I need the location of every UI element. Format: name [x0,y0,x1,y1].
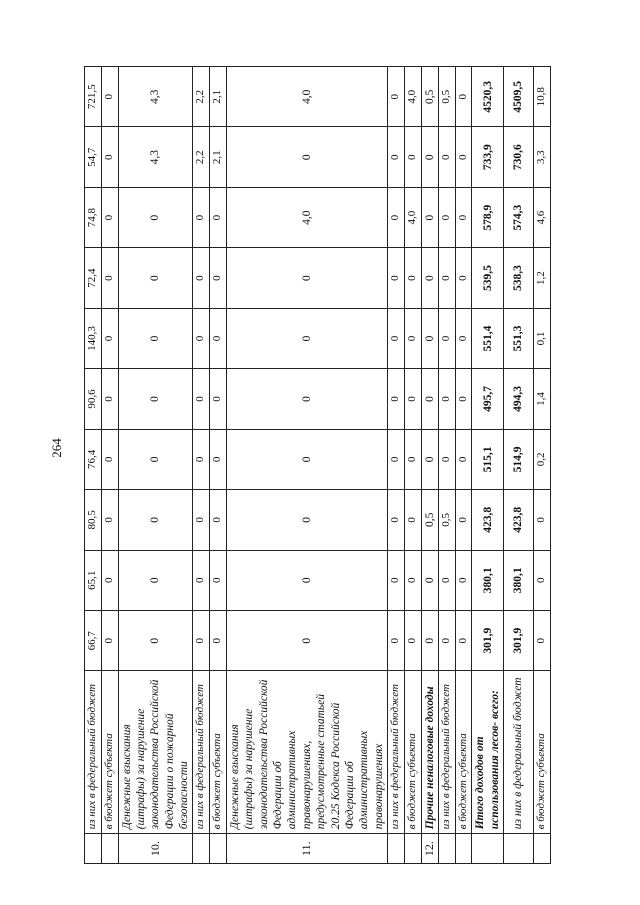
forest-revenue-table [84,66,551,864]
value-cell: 0 [118,248,193,308]
value-cell: 0 [421,308,438,368]
table-row [85,67,102,864]
row-label: в бюджет субъекта [404,671,421,834]
value-cell: 0 [534,550,551,610]
value-cell: 0 [226,127,387,187]
value-cell: 0,5 [421,67,438,127]
value-cell: 0,2 [534,429,551,489]
value-cell: 0 [438,369,455,429]
value-cell: 0 [118,490,193,550]
value-cell: 0 [226,248,387,308]
value-cell: 0 [421,248,438,308]
row-number [388,834,405,864]
value-cell: 0 [534,490,551,550]
value-cell: 0 [101,127,118,187]
value-cell: 0 [210,429,227,489]
value-cell: 0 [118,369,193,429]
value-cell: 0 [210,369,227,429]
value-cell: 72,4 [85,248,102,308]
value-cell: 0 [101,248,118,308]
value-cell: 578,9 [472,187,504,247]
table-row [455,67,472,864]
row-number [193,834,210,864]
value-cell: 0 [404,429,421,489]
value-cell: 0 [101,610,118,670]
value-cell: 0 [404,248,421,308]
row-label: Денежные взыскания (штрафы) за нарушение законодательства Российской Федерации о пожарной безопасности [118,671,193,834]
row-label: из них в федеральный бюджет [504,671,534,834]
value-cell: 65,1 [85,550,102,610]
value-cell: 0 [404,308,421,368]
value-cell: 0 [438,429,455,489]
table-row [118,67,193,864]
value-cell: 0 [421,429,438,489]
value-cell: 0 [226,369,387,429]
value-cell: 495,7 [472,369,504,429]
value-cell: 0 [455,308,472,368]
row-label: Денежные взыскания (штрафы) за нарушение законодательства Российской Федерации об административных правонарушениях, предусмотренные статьей 20.25 Кодекса Российской Федерации об административных правонарушениях [226,671,387,834]
page-number: 264 [49,438,64,458]
value-cell: 0 [388,429,405,489]
value-cell: 0 [193,610,210,670]
row-number [534,834,551,864]
value-cell: 0 [388,127,405,187]
value-cell: 0 [455,490,472,550]
value-cell: 0 [421,369,438,429]
value-cell: 74,8 [85,187,102,247]
value-cell: 574,3 [504,187,534,247]
value-cell: 0 [438,187,455,247]
value-cell: 2,1 [210,127,227,187]
value-cell: 4,0 [226,187,387,247]
row-label: в бюджет субъекта [210,671,227,834]
value-cell: 3,3 [534,127,551,187]
row-label: в бюджет субъекта [455,671,472,834]
value-cell: 0 [388,187,405,247]
value-cell: 0 [455,369,472,429]
value-cell: 380,1 [504,550,534,610]
table-row [101,67,118,864]
value-cell: 730,6 [504,127,534,187]
value-cell: 0 [101,490,118,550]
value-cell: 0,1 [534,308,551,368]
table-container [84,66,548,864]
row-number [504,834,534,864]
value-cell: 0 [438,308,455,368]
value-cell: 0 [421,610,438,670]
value-cell: 76,4 [85,429,102,489]
table-row [534,67,551,864]
value-cell: 0 [421,187,438,247]
value-cell: 0 [226,490,387,550]
row-label: из них в федеральный бюджет [438,671,455,834]
value-cell: 515,1 [472,429,504,489]
row-number: 10. [118,834,193,864]
value-cell: 0 [226,429,387,489]
value-cell: 66,7 [85,610,102,670]
value-cell: 80,5 [85,490,102,550]
row-number [404,834,421,864]
value-cell: 0 [404,610,421,670]
row-number [438,834,455,864]
value-cell: 4,0 [404,67,421,127]
table-row [504,67,534,864]
value-cell: 0 [226,308,387,368]
value-cell: 2,2 [193,67,210,127]
value-cell: 0 [193,490,210,550]
row-number [472,834,504,864]
value-cell: 0 [101,369,118,429]
value-cell: 0 [210,308,227,368]
value-cell: 0 [388,308,405,368]
value-cell: 0 [118,610,193,670]
value-cell: 0 [118,308,193,368]
value-cell: 0 [404,490,421,550]
value-cell: 0 [455,187,472,247]
value-cell: 1,2 [534,248,551,308]
value-cell: 0 [388,248,405,308]
table-row [388,67,405,864]
value-cell: 0 [388,610,405,670]
value-cell: 0 [226,610,387,670]
value-cell: 551,3 [504,308,534,368]
row-label: из них в федеральный бюджет [388,671,405,834]
value-cell: 380,1 [472,550,504,610]
value-cell: 4,0 [226,67,387,127]
row-label: из них в федеральный бюджет [85,671,102,834]
row-number: 11. [226,834,387,864]
row-number [210,834,227,864]
table-row [421,67,438,864]
value-cell: 301,9 [472,610,504,670]
value-cell: 514,9 [504,429,534,489]
value-cell: 0 [438,610,455,670]
value-cell: 0 [193,308,210,368]
value-cell: 423,8 [504,490,534,550]
value-cell: 0 [421,127,438,187]
value-cell: 2,1 [210,67,227,127]
value-cell: 0 [210,550,227,610]
value-cell: 0 [118,550,193,610]
value-cell: 0 [438,127,455,187]
value-cell: 0 [421,550,438,610]
value-cell: 0,5 [438,67,455,127]
value-cell: 0 [193,187,210,247]
value-cell: 0 [388,369,405,429]
value-cell: 4,3 [118,67,193,127]
row-number [85,834,102,864]
value-cell: 140,3 [85,308,102,368]
value-cell: 4,6 [534,187,551,247]
value-cell: 0 [404,550,421,610]
value-cell: 1,4 [534,369,551,429]
value-cell: 0 [210,490,227,550]
value-cell: 0 [210,187,227,247]
value-cell: 0 [455,127,472,187]
value-cell: 0 [118,187,193,247]
value-cell: 0 [404,127,421,187]
value-cell: 0 [193,429,210,489]
value-cell: 301,9 [504,610,534,670]
value-cell: 0 [101,308,118,368]
value-cell: 423,8 [472,490,504,550]
value-cell: 733,9 [472,127,504,187]
value-cell: 551,4 [472,308,504,368]
value-cell: 721,5 [85,67,102,127]
value-cell: 0,5 [421,490,438,550]
value-cell: 4,3 [118,127,193,187]
value-cell: 0 [101,187,118,247]
table-row [472,67,504,864]
value-cell: 0 [193,248,210,308]
value-cell: 0 [404,369,421,429]
revenue-table [84,66,548,864]
value-cell: 0 [118,429,193,489]
row-number: 12. [421,834,438,864]
row-label: из них в федеральный бюджет [193,671,210,834]
value-cell: 0 [210,610,227,670]
value-cell: 538,3 [504,248,534,308]
value-cell: 90,6 [85,369,102,429]
value-cell: 0 [193,550,210,610]
row-label: в бюджет субъекта [101,671,118,834]
value-cell: 0,5 [438,490,455,550]
table-row [226,67,387,864]
value-cell: 0 [193,369,210,429]
row-label: в бюджет субъекта [534,671,551,834]
table-row [193,67,210,864]
row-number [101,834,118,864]
value-cell: 494,3 [504,369,534,429]
value-cell: 0 [455,248,472,308]
table-row [438,67,455,864]
value-cell: 0 [455,67,472,127]
value-cell: 0 [101,67,118,127]
table-row [210,67,227,864]
value-cell: 0 [455,610,472,670]
value-cell: 10,8 [534,67,551,127]
value-cell: 0 [388,490,405,550]
row-label: Итого доходов от использования лесов- всего: [472,671,504,834]
value-cell: 0 [438,248,455,308]
value-cell: 0 [226,550,387,610]
value-cell: 0 [438,550,455,610]
value-cell: 0 [534,610,551,670]
value-cell: 0 [101,429,118,489]
value-cell: 2,2 [193,127,210,187]
value-cell: 4520,3 [472,67,504,127]
table-row [404,67,421,864]
row-number [455,834,472,864]
value-cell: 4509,5 [504,67,534,127]
value-cell: 0 [455,429,472,489]
value-cell: 0 [210,248,227,308]
value-cell: 0 [388,550,405,610]
value-cell: 0 [455,550,472,610]
row-label: Прочие неналоговые доходы [421,671,438,834]
value-cell: 4,0 [404,187,421,247]
value-cell: 539,5 [472,248,504,308]
value-cell: 0 [388,67,405,127]
value-cell: 54,7 [85,127,102,187]
value-cell: 0 [101,550,118,610]
